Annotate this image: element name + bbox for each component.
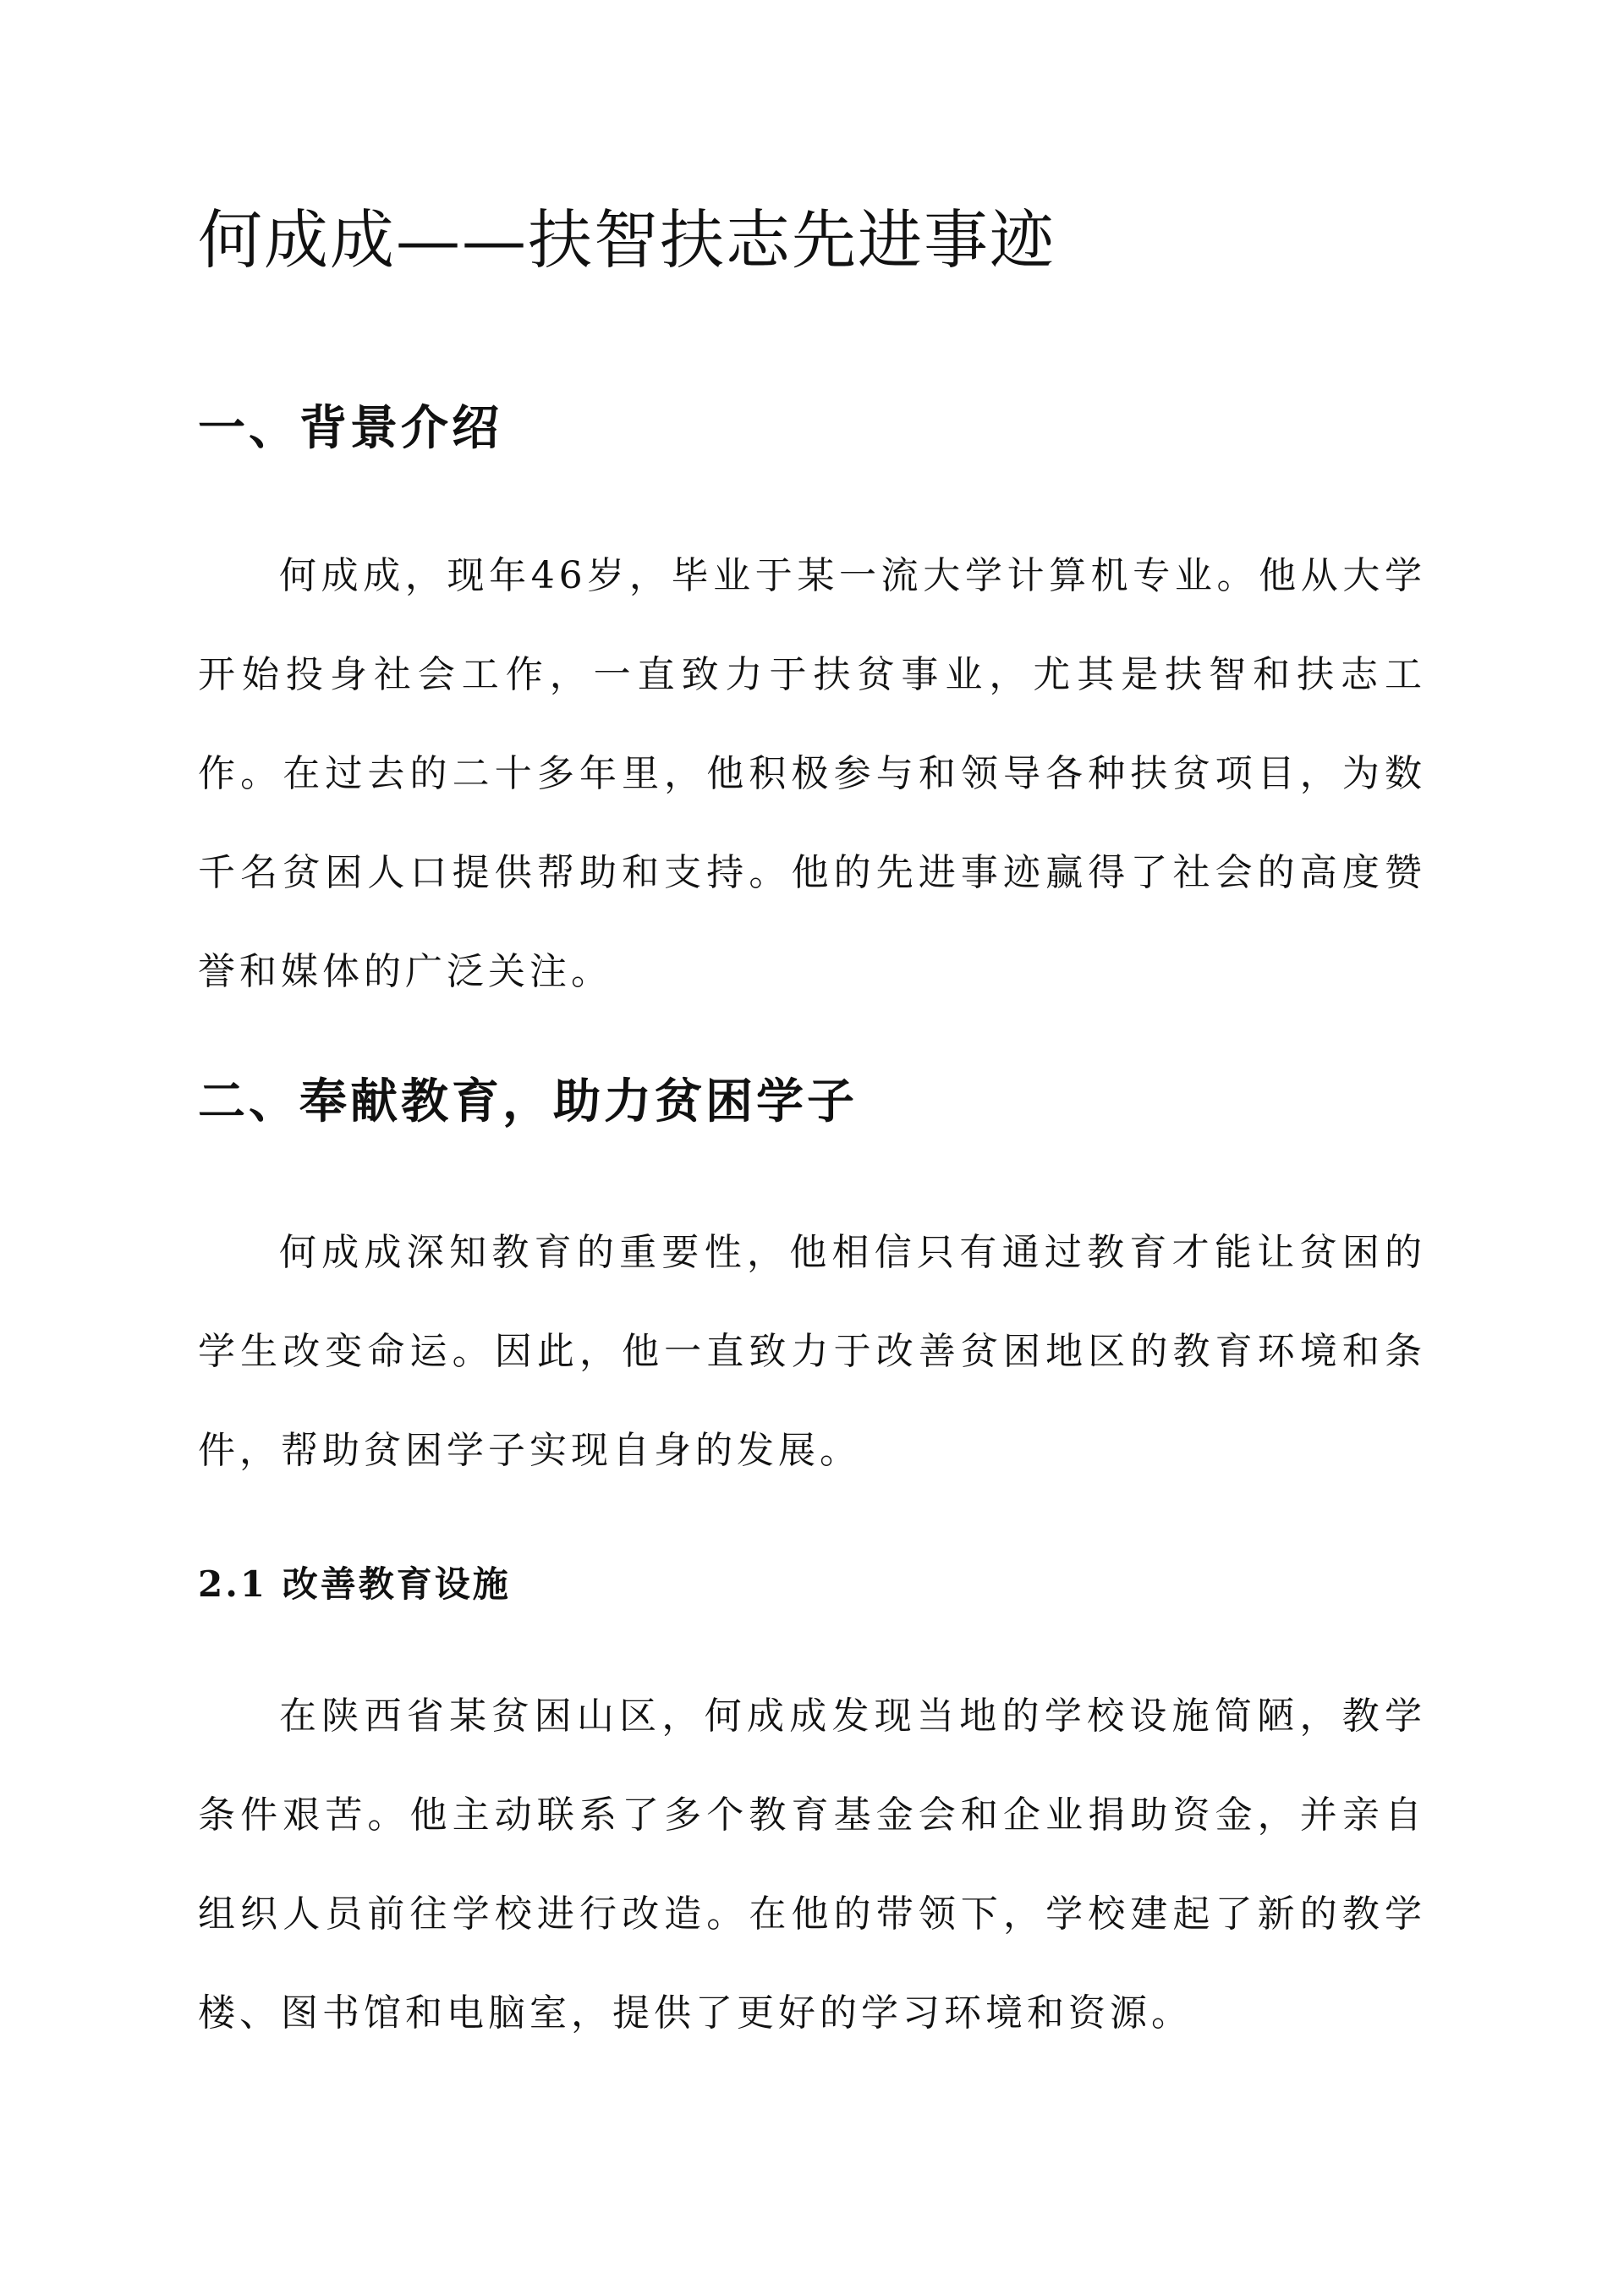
section-heading-education: 二、奉献教育，助力贫困学子 (198, 1074, 858, 1129)
section-paragraph-education: 何成成深知教育的重要性，他相信只有通过教育才能让贫困的学生改变命运。因此，他一直致力于改善贫困地区的教育环境和条件，帮助贫困学子实现自身的发展。 (198, 1231, 1426, 1472)
document-title: 何成成——扶智扶志先进事迹 (198, 202, 1056, 277)
section-paragraph-background: 何成成，现年46岁，毕业于某一流大学计算机专业。他从大学开始投身社会工作，一直致力于扶贫事业，尤其是扶智和扶志工作。在过去的二十多年里，他积极参与和领导各种扶贫项目，为数千名贫困人口提供帮助和支持。他的先进事迹赢得了社会的高度赞誉和媒体的广泛关注。 (198, 554, 1426, 993)
subsection-heading-facilities: 2.1 改善教育设施 (198, 1563, 511, 1605)
section-heading-background: 一、背景介绍 (198, 400, 502, 456)
subsection-paragraph-facilities: 在陕西省某贫困山区，何成成发现当地的学校设施简陋，教学条件艰苦。他主动联系了多个教育基金会和企业捐助资金，并亲自组织人员前往学校进行改造。在他的带领下，学校建起了新的教学楼、图书馆和电脑室，提供了更好的学习环境和资源。 (198, 1695, 1426, 2035)
